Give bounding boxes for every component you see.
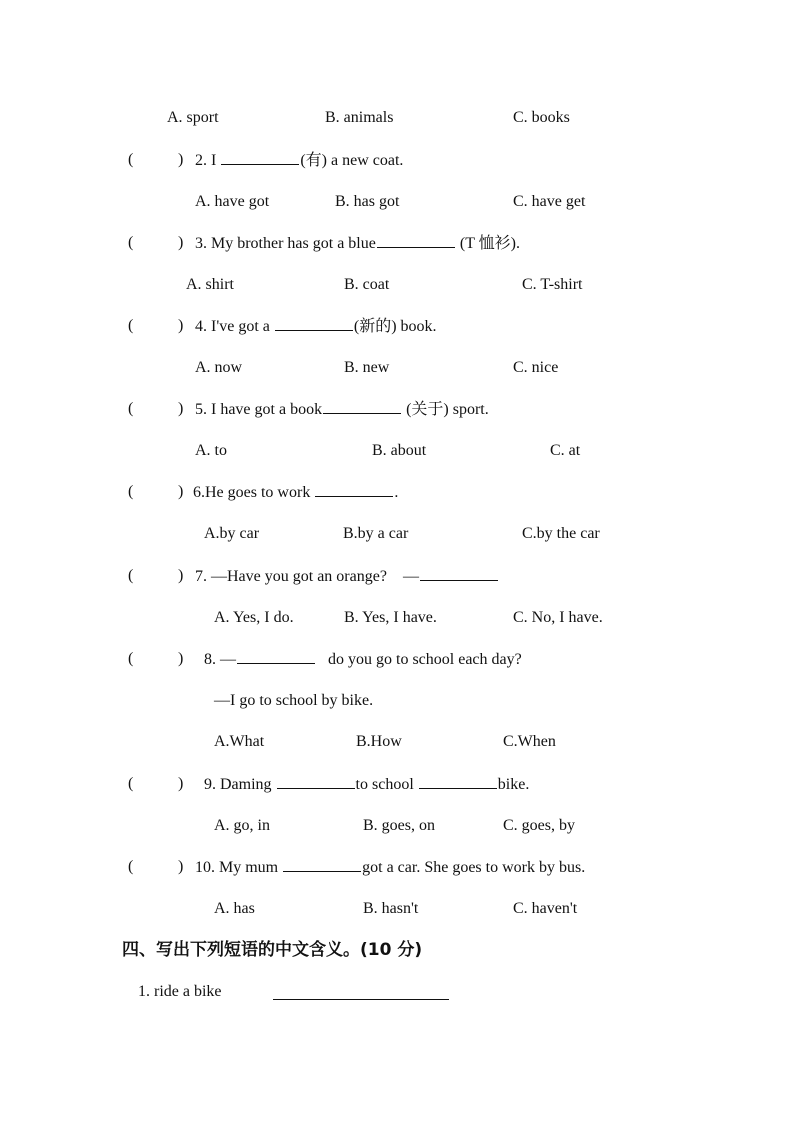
section-4-title: 四、写出下列短语的中文含义。(10 分)	[122, 940, 423, 960]
answer-paren-close: )	[178, 567, 184, 584]
answer-paren-open: (	[128, 234, 134, 251]
question-stem: 5. I have got a book (关于) sport.	[195, 401, 489, 418]
answer-blank	[237, 649, 315, 664]
answer-paren-open: (	[128, 650, 134, 667]
answer-blank	[315, 482, 393, 497]
option-c: C. T-shirt	[522, 276, 583, 293]
option-c: C.by the car	[522, 525, 600, 542]
answer-paren-open: (	[128, 483, 134, 500]
q1-option-b: B. animals	[325, 109, 394, 126]
answer-blank-2	[419, 774, 497, 789]
question-stem: 10. My mum got a car. She goes to work by bus.	[195, 859, 586, 876]
answer-paren-close: )	[178, 858, 184, 875]
option-b: B. hasn't	[363, 900, 419, 917]
answer-paren-open: (	[128, 400, 134, 417]
option-a: A. now	[195, 359, 243, 376]
option-a: A. to	[195, 442, 227, 459]
answer-blank	[277, 774, 355, 789]
option-c: C. at	[550, 442, 581, 459]
option-a: A. shirt	[186, 276, 234, 293]
phrase-1-answer-blank	[273, 999, 449, 1000]
answer-paren-open: (	[128, 151, 134, 168]
answer-paren-close: )	[178, 483, 184, 500]
answer-paren-open: (	[128, 858, 134, 875]
option-c: C. nice	[513, 359, 559, 376]
question-stem: 6.He goes to work .	[193, 484, 399, 501]
q1-option-c: C. books	[513, 109, 570, 126]
answer-line: —I go to school by bike.	[214, 692, 374, 709]
option-a: A. have got	[195, 193, 270, 210]
question-stem: 9. Daming to school bike.	[204, 776, 530, 793]
option-c: C. have get	[513, 193, 586, 210]
answer-blank	[377, 233, 455, 248]
option-b: B. new	[344, 359, 390, 376]
answer-paren-open: (	[128, 317, 134, 334]
answer-paren-close: )	[178, 151, 184, 168]
option-a: A.by car	[204, 525, 260, 542]
option-a: A. has	[214, 900, 255, 917]
answer-blank	[275, 316, 353, 331]
phrase-1: 1. ride a bike	[138, 983, 222, 1000]
q1-option-a: A. sport	[167, 109, 219, 126]
question-stem: 4. I've got a (新的) book.	[195, 318, 437, 335]
answer-blank	[420, 566, 498, 581]
answer-paren-close: )	[178, 400, 184, 417]
question-stem: 7. —Have you got an orange? —	[195, 566, 499, 587]
option-c: C. haven't	[513, 900, 578, 917]
option-c: C.When	[503, 733, 556, 750]
answer-paren-close: )	[178, 650, 184, 667]
option-b: B.How	[356, 733, 402, 750]
option-b: B. has got	[335, 193, 400, 210]
answer-blank	[221, 150, 299, 165]
answer-paren-close: )	[178, 775, 184, 792]
option-b: B. goes, on	[363, 817, 435, 834]
option-c: C. goes, by	[503, 817, 575, 834]
option-c: C. No, I have.	[513, 609, 603, 626]
answer-paren-open: (	[128, 567, 134, 584]
answer-blank	[323, 399, 401, 414]
question-stem: 8. — do you go to school each day?	[204, 651, 522, 668]
answer-blank	[283, 857, 361, 872]
option-b: B. Yes, I have.	[344, 609, 437, 626]
option-a: A. Yes, I do.	[214, 609, 294, 626]
question-stem: 2. I (有) a new coat.	[195, 152, 404, 169]
question-stem: 3. My brother has got a blue (T 恤衫).	[195, 235, 521, 252]
answer-paren-open: (	[128, 775, 134, 792]
option-b: B. about	[372, 442, 427, 459]
option-a: A.What	[214, 733, 265, 750]
answer-paren-close: )	[178, 234, 184, 251]
option-b: B.by a car	[343, 525, 409, 542]
option-b: B. coat	[344, 276, 390, 293]
option-a: A. go, in	[214, 817, 270, 834]
answer-paren-close: )	[178, 317, 184, 334]
